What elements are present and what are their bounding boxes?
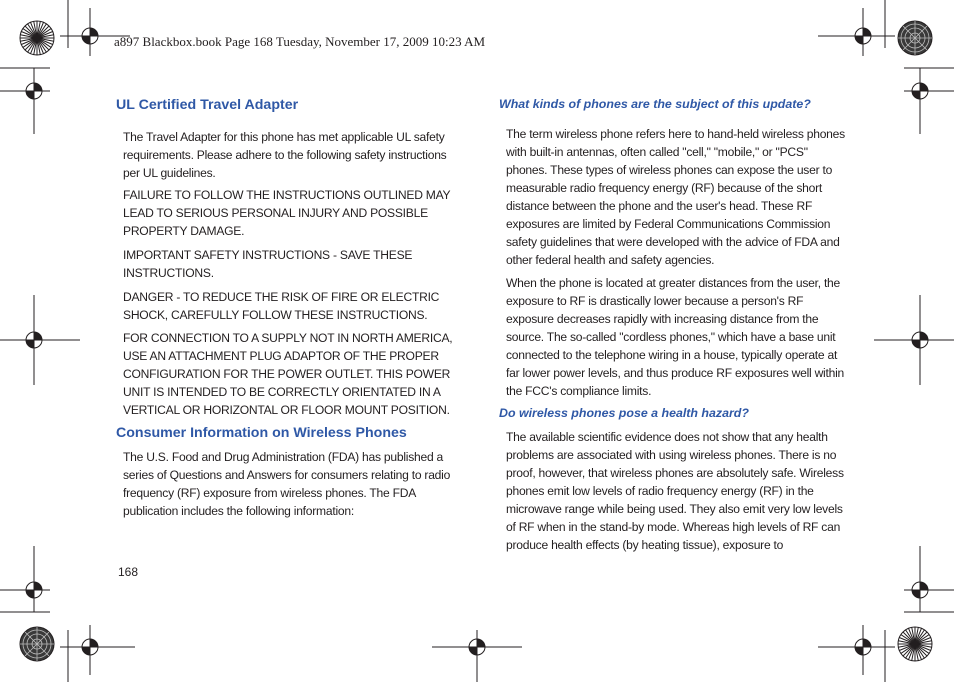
page-number: 168 bbox=[118, 565, 139, 579]
body-paragraph: The Travel Adapter for this phone has met applicable UL safety requirements. Please adhere to the following safety instructions per UL guidelines. bbox=[123, 130, 447, 180]
body-paragraph: IMPORTANT SAFETY INSTRUCTIONS - SAVE THESE INSTRUCTIONS. bbox=[123, 248, 413, 280]
body-paragraph: The available scientific evidence does not show that any health problems are associated with using wireless phones. There is no proof, however, that wireless phones are absolutely safe. Wireless phones emit low levels of radio frequency energy (RF) in the microwave range while being used. They also emit very low levels of RF when in the stand-by mode. Whereas high levels of RF can produce health effects (by heating tissue), exposure to bbox=[506, 430, 844, 552]
body-paragraph: The term wireless phone refers here to hand-held wireless phones with built-in antennas, often called "cell," "mobile," or "PCS" phones. These types of wireless phones can expose the user to measurable radio frequency energy (RF) because of the short distance between the phone and the user's head. These RF exposures are limited by Federal Communications Commission safety guidelines that were developed with the advice of FDA and other federal health and safety agencies. bbox=[506, 127, 845, 267]
body-paragraph: When the phone is located at greater distances from the user, the exposure to RF is drastically lower because a person's RF exposure decreases rapidly with increasing distance from the source. The so-called "cordless phones," which have a base unit connected to the telephone wiring in a house, typically operate at far lower power levels, and thus produce RF exposures well within the FCC's compliance limits. bbox=[506, 276, 844, 398]
section-title-consumer-info: Consumer Information on Wireless Phones bbox=[116, 425, 407, 441]
body-paragraph: FAILURE TO FOLLOW THE INSTRUCTIONS OUTLINED MAY LEAD TO SERIOUS PERSONAL INJURY AND POSSIBLE PROPERTY DAMAGE. bbox=[123, 188, 451, 238]
print-job-header: a897 Blackbox.book Page 168 Tuesday, November 17, 2009 10:23 AM bbox=[114, 34, 486, 49]
body-paragraph: FOR CONNECTION TO A SUPPLY NOT IN NORTH AMERICA, USE AN ATTACHMENT PLUG ADAPTOR OF THE PROPER CONFIGURATION FOR THE POWER OUTLET. THIS POWER UNIT IS INTENDED TO BE CORRECTLY ORIENTATED IN A VERTICAL OR HORIZONTAL OR FLOOR MOUNT POSITION. bbox=[123, 331, 453, 417]
left-column bbox=[116, 97, 462, 520]
question-heading-health-hazard: Do wireless phones pose a health hazard? bbox=[499, 406, 749, 420]
body-paragraph: DANGER - TO REDUCE THE RISK OF FIRE OR ELECTRIC SHOCK, CAREFULLY FOLLOW THESE INSTRUCTIONS. bbox=[123, 290, 440, 322]
body-paragraph: The U.S. Food and Drug Administration (FDA) has published a series of Questions and Answers for consumers relating to radio frequency (RF) exposure from wireless phones. The FDA publication includes the following information: bbox=[123, 450, 451, 518]
question-heading-phone-types: What kinds of phones are the subject of this update? bbox=[499, 97, 811, 111]
section-title-ul-adapter: UL Certified Travel Adapter bbox=[116, 97, 299, 113]
right-column bbox=[499, 97, 849, 554]
